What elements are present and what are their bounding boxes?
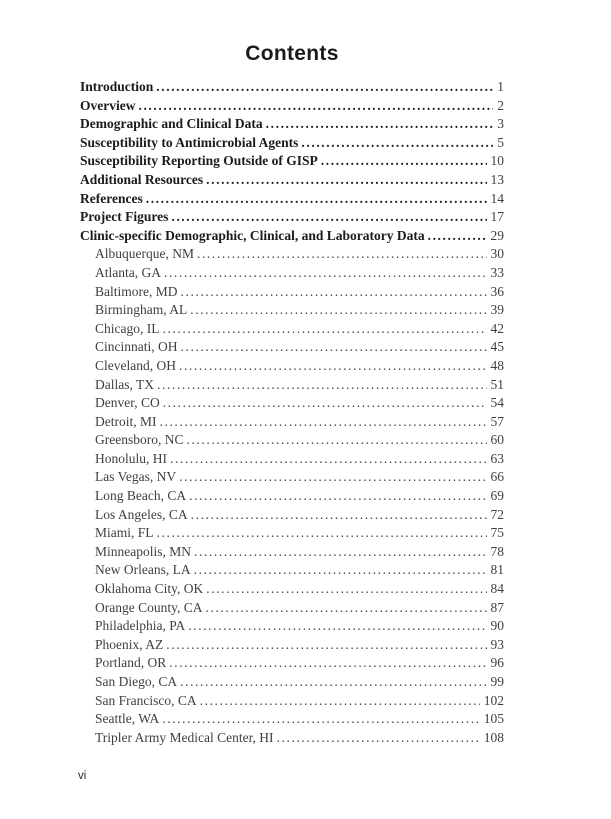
toc-entry-label: Miami, FL xyxy=(95,525,154,541)
toc-entry-label: Additional Resources xyxy=(80,171,204,187)
toc-entry-label: Detroit, MI xyxy=(95,413,157,429)
toc-entry[interactable] xyxy=(80,78,504,97)
toc-entry-page: 63 xyxy=(490,450,504,466)
toc-entry-label: Phoenix, AZ xyxy=(95,636,164,652)
toc-dot-leader xyxy=(428,227,487,246)
toc-entry-label: Tripler Army Medical Center, HI xyxy=(95,729,274,745)
toc-entry[interactable] xyxy=(80,152,504,171)
toc-entry[interactable] xyxy=(80,524,504,543)
toc-entry[interactable] xyxy=(80,227,504,246)
toc-entry-page: 57 xyxy=(490,413,504,429)
toc-entry[interactable] xyxy=(80,190,504,209)
toc-dot-leader xyxy=(277,729,480,748)
toc-entry-label: Demographic and Clinical Data xyxy=(80,116,263,132)
toc-entry-label: Philadelphia, PA xyxy=(95,618,186,634)
toc-entry-label: Birmingham, AL xyxy=(95,302,188,318)
toc-entry-label: Clinic-specific Demographic, Clinical, and Laboratory Data xyxy=(80,227,425,243)
toc-dot-leader xyxy=(206,580,486,599)
toc-dot-leader xyxy=(166,636,486,655)
toc-entry-page: 69 xyxy=(490,488,504,504)
toc-entry-label: Atlanta, GA xyxy=(95,264,161,280)
toc-dot-leader xyxy=(200,692,480,711)
toc-entry-label: Minneapolis, MN xyxy=(95,543,191,559)
toc-entry-page: 5 xyxy=(497,134,504,150)
toc-dot-leader xyxy=(321,152,487,171)
toc-entry[interactable] xyxy=(80,692,504,711)
toc-entry-page: 1 xyxy=(497,79,504,94)
toc-entry-page: 30 xyxy=(490,246,504,262)
toc-list xyxy=(80,78,504,747)
toc-entry-label: Albuquerque, NM xyxy=(95,246,194,262)
toc-entry[interactable] xyxy=(80,487,504,506)
toc-entry[interactable] xyxy=(80,208,504,227)
toc-entry[interactable] xyxy=(80,301,504,320)
toc-entry[interactable] xyxy=(80,97,504,116)
toc-entry[interactable] xyxy=(80,580,504,599)
toc-dot-leader xyxy=(186,431,486,450)
toc-dot-leader xyxy=(156,78,493,97)
toc-dot-leader xyxy=(146,190,487,209)
toc-dot-leader xyxy=(206,599,487,618)
toc-dot-leader xyxy=(138,97,493,116)
toc-entry-page: 17 xyxy=(490,209,504,225)
toc-entry[interactable] xyxy=(80,506,504,525)
toc-entry-page: 13 xyxy=(490,171,504,187)
toc-entry-label: Honolulu, HI xyxy=(95,450,167,466)
toc-dot-leader xyxy=(197,245,487,264)
toc-entry-page: 66 xyxy=(490,469,504,485)
toc-dot-leader xyxy=(160,413,487,432)
toc-entry-page: 48 xyxy=(490,357,504,373)
toc-entry-label: Susceptibility to Antimicrobial Agents xyxy=(80,134,299,150)
toc-entry-page: 108 xyxy=(483,729,504,745)
toc-dot-leader xyxy=(162,320,486,339)
toc-entry-page: 99 xyxy=(490,674,504,689)
toc-entry[interactable] xyxy=(80,376,504,395)
toc-entry[interactable] xyxy=(80,171,504,190)
toc-entry[interactable] xyxy=(80,636,504,655)
toc-entry[interactable] xyxy=(80,450,504,469)
toc-entry-label: Project Figures xyxy=(80,209,169,225)
toc-entry[interactable] xyxy=(80,431,504,450)
toc-entry-label: Chicago, IL xyxy=(95,320,160,336)
toc-entry[interactable] xyxy=(80,599,504,618)
toc-entry-page: 42 xyxy=(490,320,504,336)
toc-entry-page: 14 xyxy=(490,190,504,206)
toc-entry-label: Cincinnati, OH xyxy=(95,339,178,355)
toc-dot-leader xyxy=(179,468,486,487)
toc-entry-page: 81 xyxy=(490,562,504,578)
toc-dot-leader xyxy=(170,450,487,469)
toc-entry[interactable] xyxy=(80,710,504,729)
toc-entry-page: 39 xyxy=(490,302,504,318)
toc-entry-label: Overview xyxy=(80,97,136,113)
toc-entry-page: 36 xyxy=(490,283,504,299)
page-title: Contents xyxy=(245,42,339,65)
toc-entry[interactable] xyxy=(80,729,504,748)
toc-dot-leader xyxy=(206,171,486,190)
toc-entry-label: Las Vegas, NV xyxy=(95,469,177,485)
toc-entry-label: Los Angeles, CA xyxy=(95,506,188,522)
toc-entry-label: Long Beach, CA xyxy=(95,488,187,504)
toc-entry[interactable] xyxy=(80,413,504,432)
toc-entry[interactable] xyxy=(80,283,504,302)
toc-dot-leader xyxy=(189,487,486,506)
toc-dot-leader xyxy=(181,338,487,357)
toc-dot-leader xyxy=(180,673,486,692)
toc-dot-leader xyxy=(169,654,486,673)
toc-entry[interactable] xyxy=(80,673,504,692)
toc-entry-page: 102 xyxy=(483,692,504,708)
toc-entry-page: 10 xyxy=(490,153,504,169)
toc-entry-label: Oklahoma City, OK xyxy=(95,581,204,597)
toc-entry-label: Dallas, TX xyxy=(95,376,154,392)
toc-entry-label: Seattle, WA xyxy=(95,711,160,727)
toc-entry-page: 51 xyxy=(490,376,504,392)
toc-entry[interactable] xyxy=(80,115,504,134)
toc-entry[interactable] xyxy=(80,654,504,673)
toc-dot-leader xyxy=(157,376,487,395)
toc-entry-page: 78 xyxy=(490,543,504,559)
toc-dot-leader xyxy=(162,710,480,729)
toc-entry-page: 29 xyxy=(490,227,504,243)
toc-entry-page: 45 xyxy=(490,339,504,355)
toc-entry-page: 93 xyxy=(490,636,504,652)
toc-entry[interactable] xyxy=(80,617,504,636)
toc-entry[interactable] xyxy=(80,245,504,264)
toc-dot-leader xyxy=(188,617,486,636)
toc-entry-label: New Orleans, LA xyxy=(95,562,191,578)
toc-entry[interactable] xyxy=(80,468,504,487)
toc-dot-leader xyxy=(301,134,493,153)
toc-dot-leader xyxy=(194,543,487,562)
toc-entry[interactable] xyxy=(80,543,504,562)
toc-entry-label: Baltimore, MD xyxy=(95,283,178,299)
toc-dot-leader xyxy=(164,264,487,283)
toc-entry-page: 105 xyxy=(483,711,504,727)
toc-entry-label: Cleveland, OH xyxy=(95,357,176,373)
toc-entry-page: 84 xyxy=(490,581,504,597)
toc-entry-page: 3 xyxy=(497,116,504,132)
page-number-footer: vi xyxy=(78,770,87,782)
toc-dot-leader xyxy=(171,208,486,227)
toc-entry-label: References xyxy=(80,190,143,206)
toc-entry[interactable] xyxy=(80,338,504,357)
toc-entry-label: Portland, OR xyxy=(95,655,167,671)
toc-entry-page: 2 xyxy=(497,97,504,113)
toc-entry-page: 75 xyxy=(490,525,504,541)
toc-dot-leader xyxy=(163,394,487,413)
toc-entry-label: Greensboro, NC xyxy=(95,432,184,448)
toc-dot-leader xyxy=(266,115,494,134)
toc-dot-leader xyxy=(157,524,487,543)
toc-dot-leader xyxy=(191,506,487,525)
toc-entry[interactable] xyxy=(80,357,504,376)
toc-entry-page: 72 xyxy=(490,506,504,522)
toc-dot-leader xyxy=(190,301,486,320)
toc-entry-page: 90 xyxy=(490,618,504,634)
toc-entry[interactable] xyxy=(80,320,504,339)
toc-entry-page: 87 xyxy=(490,599,504,615)
toc-entry[interactable] xyxy=(80,561,504,580)
toc-entry[interactable] xyxy=(80,264,504,283)
toc-entry-page: 96 xyxy=(490,655,504,671)
toc-entry[interactable] xyxy=(80,394,504,413)
toc-dot-leader xyxy=(179,357,487,376)
toc-entry-page: 60 xyxy=(490,432,504,448)
toc-entry-label: Denver, CO xyxy=(95,395,160,411)
toc-dot-leader xyxy=(194,561,487,580)
toc-entry-page: 33 xyxy=(490,264,504,280)
toc-entry-label: San Diego, CA xyxy=(95,674,178,689)
toc-dot-leader xyxy=(181,283,487,302)
toc-entry-label: Susceptibility Reporting Outside of GISP xyxy=(80,153,318,169)
toc-entry-label: Introduction xyxy=(80,79,154,94)
toc-entry-page: 54 xyxy=(490,395,504,411)
toc-entry-label: Orange County, CA xyxy=(95,599,203,615)
toc-entry-label: San Francisco, CA xyxy=(95,692,197,708)
toc-entry[interactable] xyxy=(80,134,504,153)
